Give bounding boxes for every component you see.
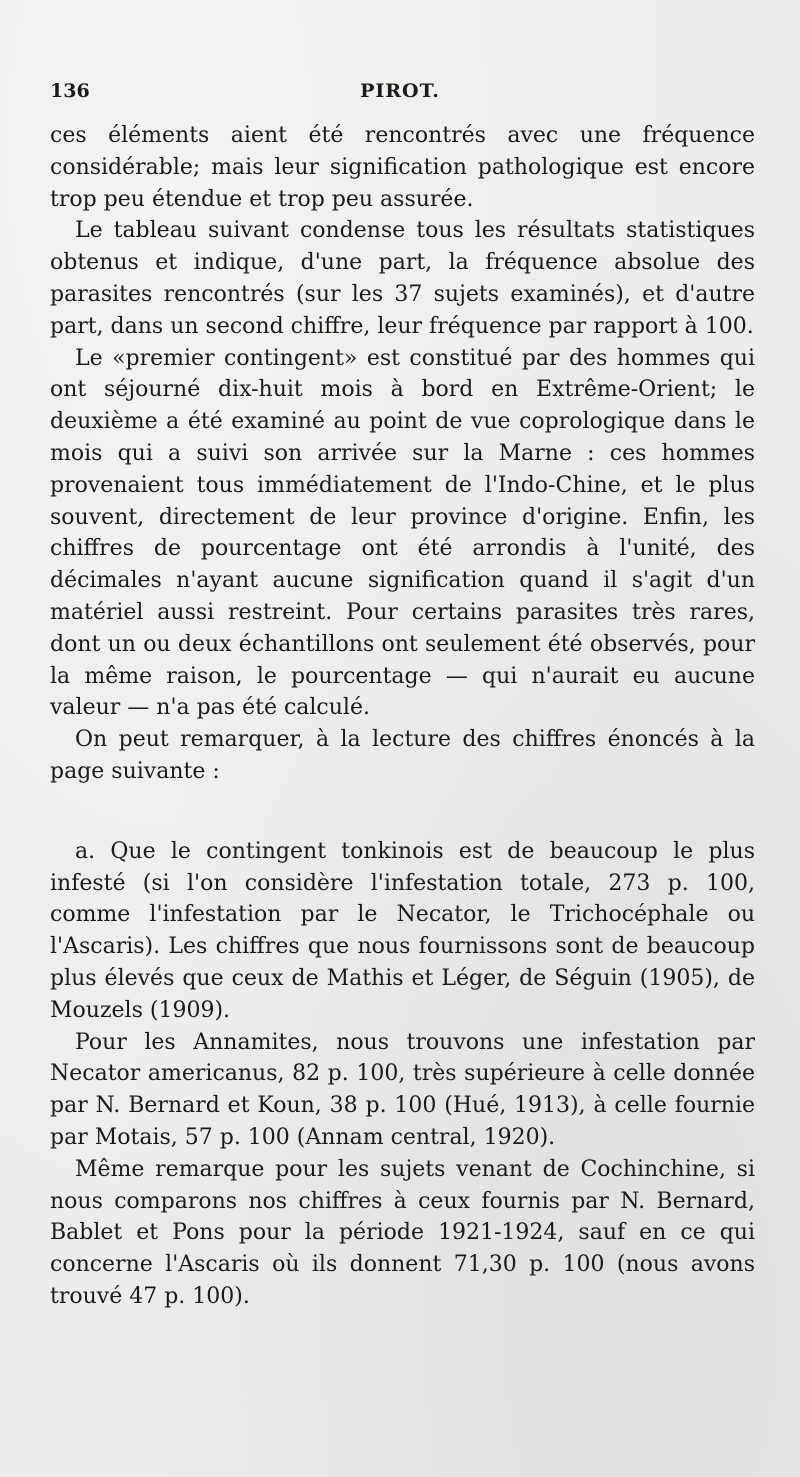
running-head: PIROT. — [360, 80, 440, 102]
paragraph: Même remarque pour les sujets venant de Cochinchine, si nous comparons nos chiffres à ceux fournis par N. Bernard, Bablet et Pons pour la période 1921-1924, sauf en ce qui concerne l'Ascaris où ils donnent 71,30 p. 100 (nous avons trouvé 47 p. 100). — [50, 1156, 755, 1309]
page-number: 136 — [50, 80, 90, 102]
paragraph: a. Que le contingent tonkinois est de beaucoup le plus infesté (si l'on considère l'infestation totale, 273 p. 100, comme l'infestation par le Necator, le Trichocéphale ou l'Ascaris). Les chiffres que nous fournissons sont de beaucoup plus élevés que ceux de Mathis et Léger, de Séguin (1905), de Mouzels (1909). — [50, 838, 755, 1023]
body-text — [50, 120, 755, 1313]
paragraph: Le «premier contingent» est constitué par des hommes qui ont séjourné dix-huit mois à bord en Extrême-Orient; le deuxième a été examiné au point de vue coprologique dans le mois qui a suivi son arrivée sur la Marne : ces hommes provenaient tous immédiatement de l'Indo-Chine, et le plus souvent, directement de leur province d'origine. Enfin, les chiffres de pourcentage ont été arrondis à l'unité, des décimales n'ayant aucune signification quand il s'agit d'un matériel aussi restreint. Pour certains parasites très rares, dont un ou deux échantillons ont seulement été observés, pour la même raison, le pourcentage — qui n'aurait eu aucune valeur — n'a pas été calculé. — [50, 345, 755, 721]
paragraph: ces éléments aient été rencontrés avec une fréquence considérable; mais leur signification pathologique est encore trop peu étendue et trop peu assurée. — [50, 123, 755, 212]
paragraph: Pour les Annamites, nous trouvons une infestation par Necator americanus, 82 p. 100, très supérieure à celle donnée par N. Bernard et Koun, 38 p. 100 (Hué, 1913), à celle fournie par Motais, 57 p. 100 (Annam central, 1920). — [50, 1029, 755, 1150]
page-header — [50, 80, 750, 108]
paragraph: On peut remarquer, à la lecture des chiffres énoncés à la page suivante : — [50, 727, 755, 784]
paragraph: Le tableau suivant condense tous les résultats statistiques obtenus et indique, d'une part, la fréquence absolue des parasites rencontrés (sur les 37 sujets examinés), et d'autre part, dans un second chiffre, leur fréquence par rapport à 100. — [50, 218, 755, 339]
